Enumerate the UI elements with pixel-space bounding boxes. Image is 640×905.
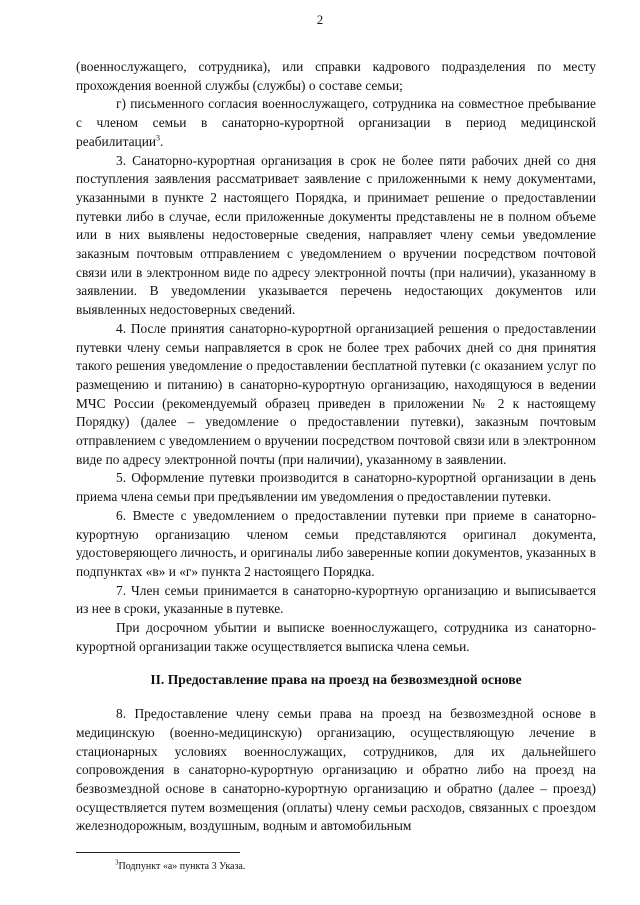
footnote-marker: 3 <box>115 858 119 867</box>
paragraph-continuation: (военнослужащего, сотрудника), или справки кадрового подразделения по месту прохождения военной службы (службы) о составе семьи; <box>76 59 596 93</box>
paragraph-item-g-text: г) письменного согласия военнослужащего, сотрудника на совместное пребывание с членом семьи в санаторно-курортной организации в период медицинской реабилитации <box>76 96 596 149</box>
paragraph-3: 3. Санаторно-курортная организация в срок не более пяти рабочих дней со дня поступления заявления рассматривает заявление с приложенными к нему документами, указанными в пункте 2 настоящего Порядка, и принимает решение о предоставлении путевки либо в случае, если приложенные документы представлены не в полном объеме или в них выявлены недостоверные сведения, направляет члену семьи уведомление заказным почтовым отправлением с уведомлением о вручении посредством почтовой связи или в электронном виде по адресу электронной почты (при наличии), указанному в заявлении. В уведомлении указывается перечень недостающих документов или выявленных недостоверных сведений. <box>76 152 596 318</box>
paragraph-8: 8. Предоставление члену семьи права на проезд на безвозмездной основе в медицинскую (военно-медицинскую) организацию, осуществляющую лечение в стационарных условиях военнослужащих, сотрудников, для их дальнейшего сопровождения в санаторно-курортную организацию и обратно либо на проезд на безвозмездной основе в санаторно-курортную организацию и обратно (далее – проезд) осуществляется путем возмещения (оплаты) члену семьи расходов, связанных с проездом железнодорожным, воздушным, водным и автомобильным <box>76 706 596 834</box>
paragraph-6: 6. Вместе с уведомлением о предоставлении путевки при приеме в санаторно-курортную организацию членом семьи представляются оригинал документа, удостоверяющего личность, и оригиналы либо заверенные копии документов, указанных в подпунктах «в» и «г» пункта 2 настоящего Порядка. <box>76 507 596 579</box>
footnote-text: Подпункт «а» пункта 3 Указа. <box>118 861 246 872</box>
footnote <box>115 858 246 872</box>
paragraph-item-g-end: . <box>160 133 164 149</box>
section-heading: II. Предоставление права на проезд на безвозмездной основе <box>150 671 522 687</box>
footnote-reference[interactable]: 3 <box>156 133 161 143</box>
footnote-divider <box>76 852 240 853</box>
page-number: 2 <box>316 12 324 27</box>
document-body <box>76 58 596 836</box>
paragraph-7: 7. Член семьи принимается в санаторно-курортную организацию и выписывается из нее в сроки, указанные в путевке. <box>76 582 596 617</box>
paragraph-4: 4. После принятия санаторно-курортной организацией решения о предоставлении путевки члену семьи направляется в срок не более трех рабочих дней со дня принятия такого решения уведомление о предоставлении бесплатной путевки (с оказанием услуг по размещению и питанию) в санаторно-курортную организацию, находящуюся в ведении МЧС России (рекомендуемый образец приведен в приложении № 2 к настоящему Порядку) (далее – уведомление о предоставлении путевки), заказным почтовым отправлением с уведомлением о вручении посредством почтовой связи или в электронном виде по адресу электронной почты (при наличии), указанному в заявлении. <box>76 320 596 467</box>
paragraph-item-g <box>76 95 596 151</box>
paragraph-early-departure: При досрочном убытии и выписке военнослужащего, сотрудника из санаторно-курортной организации также осуществляется выписка члена семьи. <box>76 620 596 654</box>
paragraph-5: 5. Оформление путевки производится в санаторно-курортной организации в день приема члена семьи при предъявлении им уведомления о предоставлении путевки. <box>76 470 596 505</box>
